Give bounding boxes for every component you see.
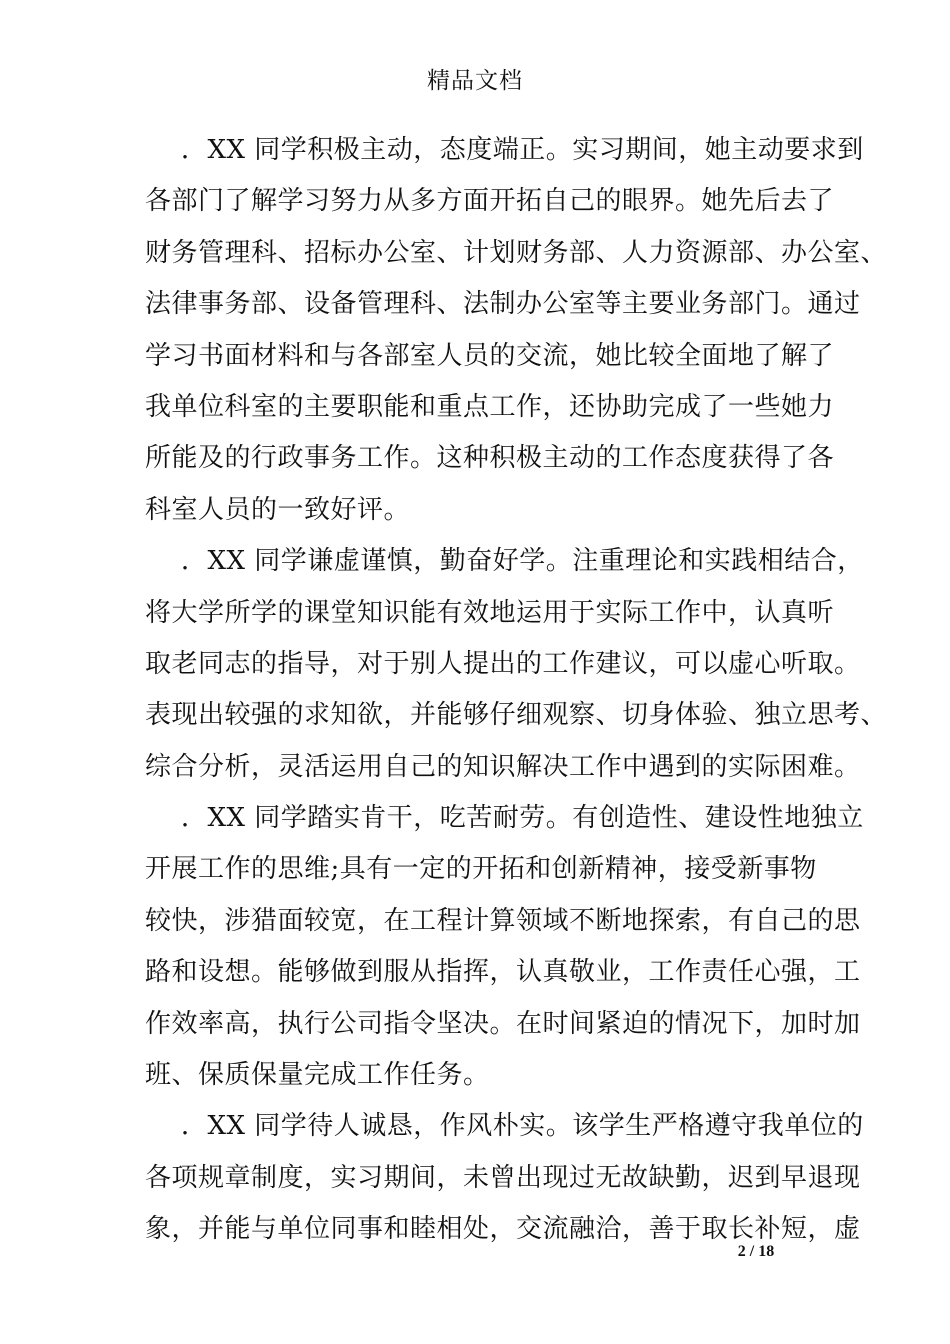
text-line: ．XX 同学待人诚恳，作风朴实。该学生严格遵守我单位的 [181, 1111, 864, 1142]
text-line: 所能及的行政事务工作。这种积极主动的工作态度获得了各 [145, 443, 835, 474]
text-line: 财务管理科、招标办公室、计划财务部、人力资源部、办公室、 [145, 237, 888, 268]
text-line: 各项规章制度，实习期间，未曾出现过无故缺勤，迟到早退现 [145, 1162, 861, 1193]
text-line: 较快，涉猎面较宽，在工程计算领域不断地探索，有自己的思 [145, 905, 861, 936]
text-line: 路和设想。能够做到服从指挥，认真敬业，工作责任心强，工 [145, 957, 861, 988]
text-line: 各部门了解学习努力从多方面开拓自己的眼界。她先后去了 [145, 186, 835, 217]
text-line: 将大学所学的课堂知识能有效地运用于实际工作中，认真听 [145, 597, 835, 628]
text-line: 开展工作的思维;具有一定的开拓和创新精神，接受新事物 [145, 854, 817, 885]
text-line: 作效率高，执行公司指令坚决。在时间紧迫的情况下，加时加 [145, 1008, 861, 1039]
page-header-title: 精品文档 [427, 68, 523, 94]
text-line: 科室人员的一致好评。 [145, 494, 411, 525]
text-line: ．XX 同学谦虚谨慎，勤奋好学。注重理论和实践相结合， [181, 546, 864, 577]
text-line: 综合分析，灵活运用自己的知识解决工作中遇到的实际困难。 [145, 751, 861, 782]
page-number: 2 / 18 [737, 1243, 775, 1260]
text-line: 学习书面材料和与各部室人员的交流，她比较全面地了解了 [145, 340, 835, 371]
text-line: 象，并能与单位同事和睦相处，交流融洽，善于取长补短，虚 [145, 1214, 861, 1245]
text-line: 表现出较强的求知欲，并能够仔细观察、切身体验、独立思考、 [145, 700, 888, 731]
text-line: 法律事务部、设备管理科、法制办公室等主要业务部门。通过 [145, 289, 861, 320]
text-line: 取老同志的指导，对于别人提出的工作建议，可以虚心听取。 [145, 648, 861, 679]
text-line: 我单位科室的主要职能和重点工作，还协助完成了一些她力 [145, 391, 835, 422]
text-line: ．XX 同学积极主动，态度端正。实习期间，她主动要求到 [181, 135, 864, 165]
text-line: ．XX 同学踏实肯干，吃苦耐劳。有创造性、建设性地独立 [181, 803, 864, 834]
text-line: 班、保质保量完成工作任务。 [145, 1060, 490, 1091]
document-body [145, 128, 888, 1259]
